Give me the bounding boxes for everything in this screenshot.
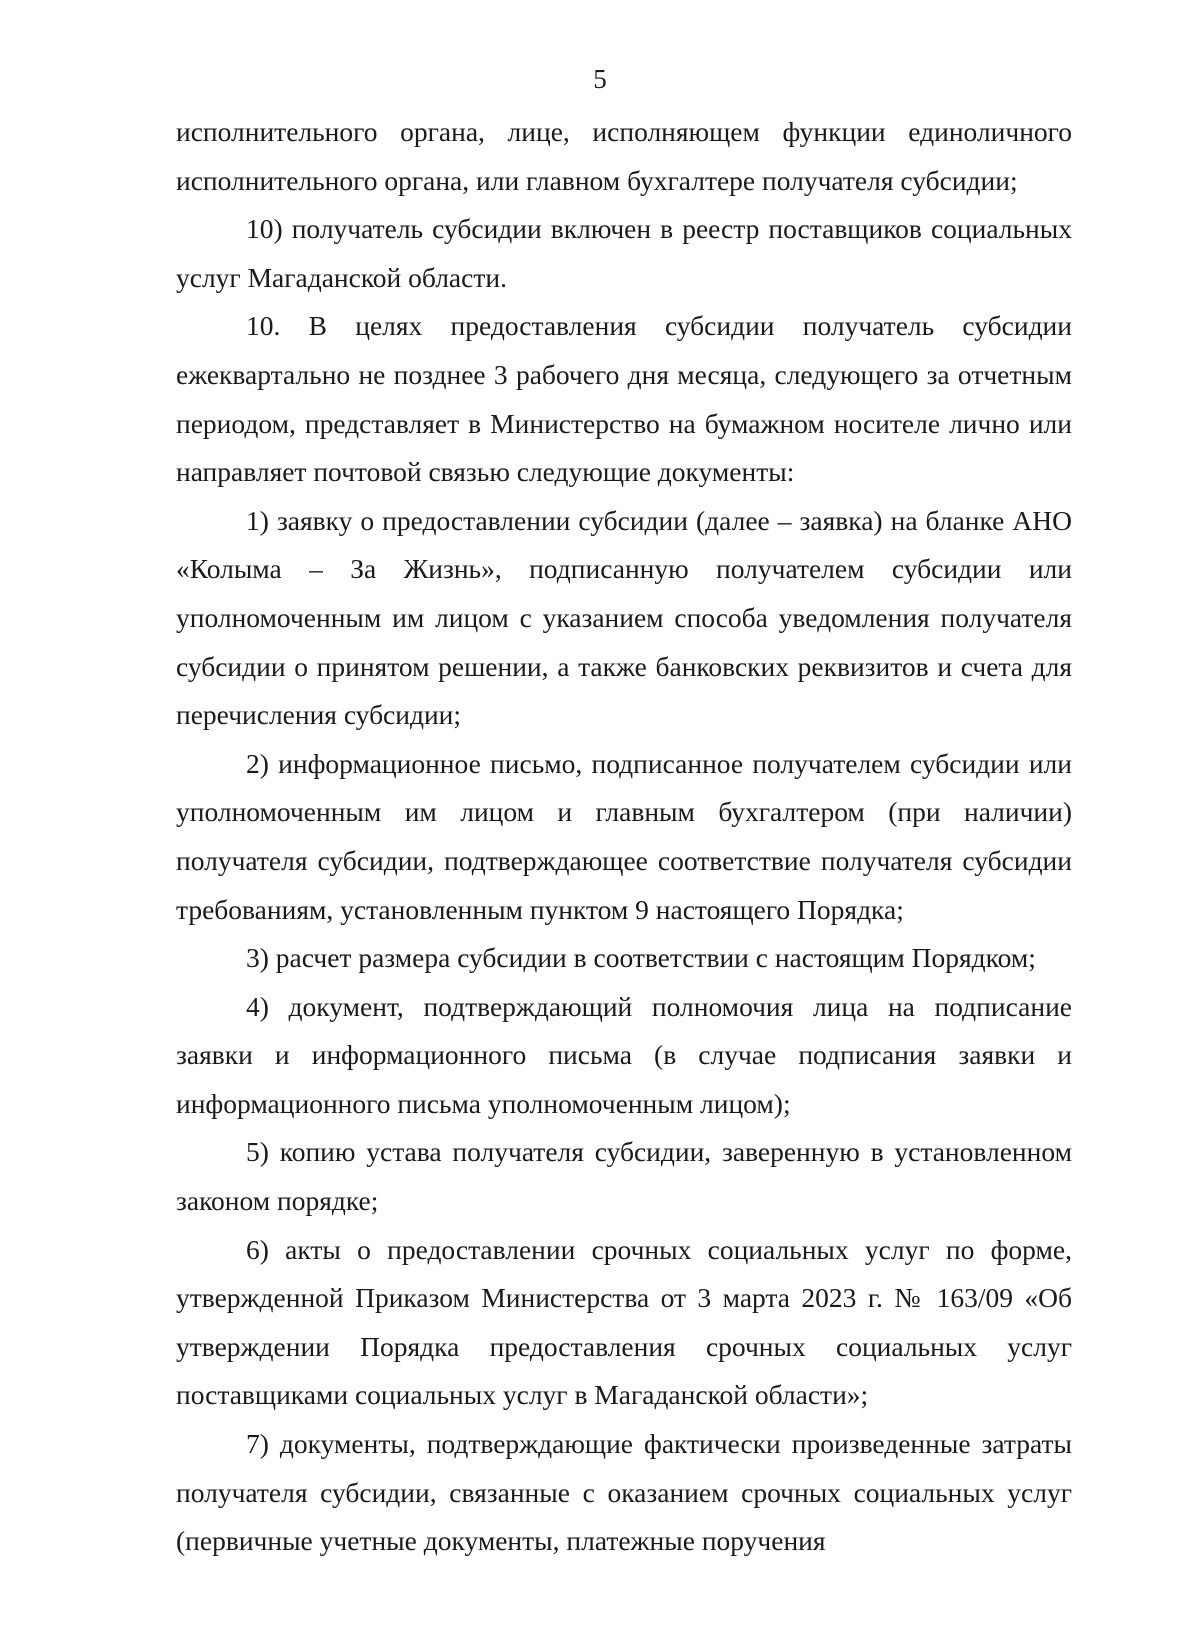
paragraph-item-10-registry: 10) получатель субсидии включен в реестр поставщиков социальных услуг Магаданской области. [176,213,1072,293]
page-number: 5 [593,64,607,94]
paragraph-continuation: исполнительного органа, лице, исполняющем функции единоличного исполнительного органа, или главном бухгалтере получателя субсидии; [176,116,1072,196]
list-item-2-information-letter: 2) информационное письмо, подписанное получателем субсидии или уполномоченным им лицом и главным бухгалтером (при наличии) получателя субсидии, подтверждающее соответствие получателя субсидии требованиям, установленным пунктом 9 настоящего Порядка; [176,747,1072,925]
document-body [176,108,1072,1566]
paragraph-clause-10: 10. В целях предоставления субсидии получатель субсидии ежеквартально не позднее 3 рабочего дня месяца, следующего за отчетным периодом, представляет в Министерство на бумажном носителе лично или направляет почтовой связью следующие документы: [176,310,1072,488]
list-item-7-expense-documents: 7) документы, подтверждающие фактически произведенные затраты получателя субсидии, связанные с оказанием срочных социальных услуг (первичные учетные документы, платежные поручения [176,1428,1072,1557]
list-item-6-service-acts: 6) акты о предоставлении срочных социальных услуг по форме, утвержденной Приказом Министерства от 3 марта 2023 г. № 163/09 «Об утверждении Порядка предоставления срочных социальных услуг поставщиками социальных услуг в Магаданской области»; [176,1233,1072,1411]
list-item-5-charter-copy: 5) копию устава получателя субсидии, заверенную в установленном законом порядке; [176,1136,1072,1217]
list-item-3-calculation: 3) расчет размера субсидии в соответствии с настоящим Порядком; [246,942,1036,974]
list-item-1-application: 1) заявку о предоставлении субсидии (далее – заявка) на бланке АНО «Колыма – За Жизнь», подписанную получателем субсидии или уполномоченным им лицом с указанием способа уведомления получателя субсидии о принятом решении, а также банковских реквизитов и счета для перечисления субсидии; [176,504,1072,731]
list-item-4-authority-document: 4) документ, подтверждающий полномочия лица на подписание заявки и информационного письма (в случае подписания заявки и информационного письма уполномоченным лицом); [176,990,1072,1119]
